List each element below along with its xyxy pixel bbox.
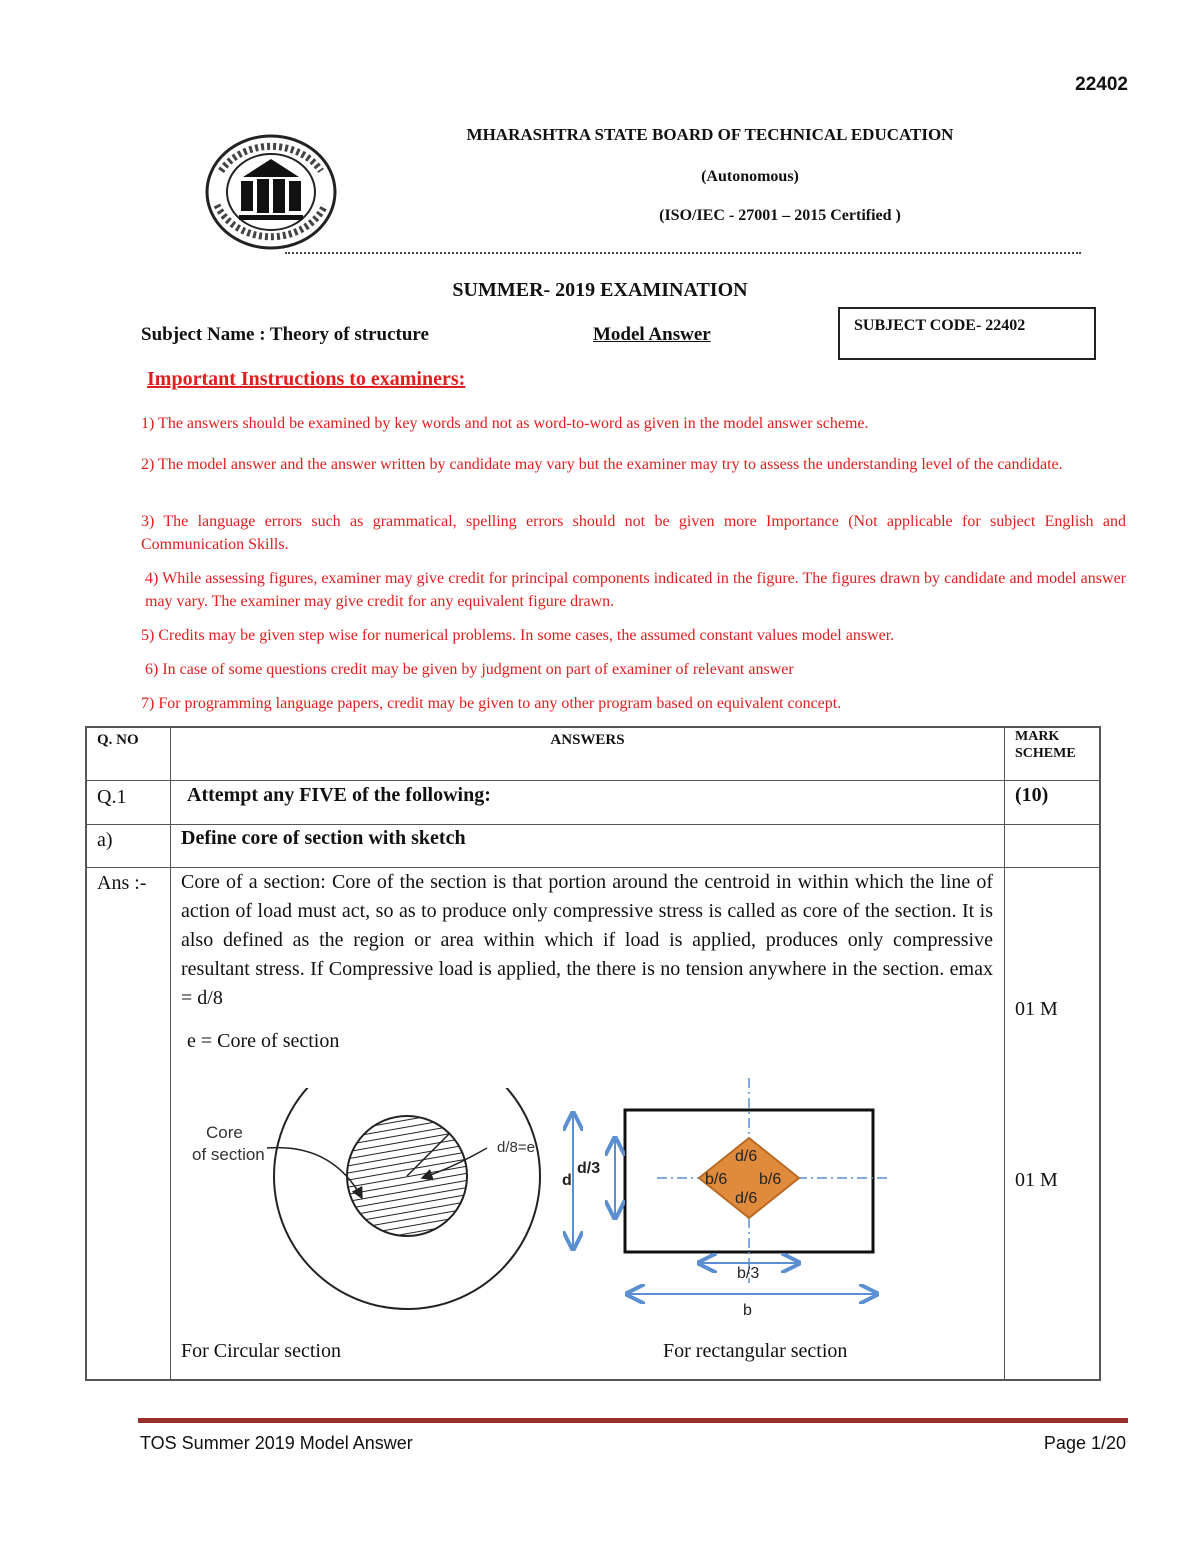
- e-definition: e = Core of section: [187, 1030, 340, 1052]
- instruction-item: 2) The model answer and the answer written by candidate may vary but the examiner may try to assess the understanding level of the candidate.: [141, 456, 1063, 473]
- label-d: d: [562, 1172, 572, 1189]
- column-divider: [1004, 728, 1005, 1379]
- header-answers: ANSWERS: [550, 732, 625, 748]
- instruction-item: 3) The language errors such as grammatical, spelling errors should not be given more Importance (Not applicable for subject English and Communication Skills.: [141, 513, 1126, 553]
- paper-code: 22402: [1075, 74, 1128, 95]
- instruction-item: 7) For programming language papers, credit may be given to any other program based on equivalent concept.: [141, 695, 842, 712]
- subject-name: Subject Name : Theory of structure: [141, 324, 429, 345]
- header-qno: Q. NO: [97, 732, 139, 748]
- label-d3: d/3: [577, 1160, 601, 1177]
- ans-label: Ans :-: [97, 872, 147, 894]
- label-d8: d/8=e: [497, 1139, 535, 1156]
- label-of-section: of section: [192, 1145, 265, 1164]
- answer-table: [85, 726, 1101, 1381]
- q1-number: Q.1: [97, 786, 127, 808]
- mark-sketch: 01 M: [1015, 1169, 1058, 1191]
- column-divider: [170, 728, 171, 1379]
- autonomous-label: (Autonomous): [701, 168, 799, 185]
- row-divider: [87, 824, 1099, 825]
- caption-circular: For Circular section: [181, 1340, 341, 1362]
- q1-marks: (10): [1015, 784, 1049, 806]
- label-b3: b/3: [737, 1265, 760, 1282]
- instruction-item: 6) In case of some questions credit may be given by judgment on part of examiner of relevant answer: [145, 661, 794, 678]
- subject-code-box: SUBJECT CODE- 22402: [838, 307, 1096, 360]
- model-answer-label: Model Answer: [593, 324, 711, 345]
- answer-paragraph: Core of a section: Core of the section is that portion around the centroid in within which the line of action of load must act, so as to produce only compressive stress is called as core of the section. It is also defined as the region or area within which if load is applied, produces only compressive resultant stress. If Compressive load is applied, the there is no tension anywhere in the section. emax = d/8: [181, 871, 993, 1009]
- iso-certification: (ISO/IEC - 27001 – 2015 Certified ): [659, 207, 901, 224]
- exam-title: SUMMER- 2019 EXAMINATION: [452, 279, 748, 301]
- header-mark-scheme: MARK SCHEME: [1015, 729, 1076, 761]
- instruction-item: 1) The answers should be examined by key words and not as word-to-word as given in the model answer scheme.: [141, 415, 869, 432]
- footer-title: TOS Summer 2019 Model Answer: [140, 1433, 413, 1453]
- label-b: b: [743, 1302, 752, 1319]
- caption-rectangular: For rectangular section: [663, 1340, 848, 1362]
- row-divider: [87, 780, 1099, 781]
- qa-question: Define core of section with sketch: [181, 827, 466, 849]
- dotted-divider: [285, 252, 1081, 254]
- mark-definition: 01 M: [1015, 998, 1058, 1020]
- instruction-item: 4) While assessing figures, examiner may give credit for principal components indicated in the figure. The figures drawn by candidate and model answer may vary. The examiner may give credit for any equivalent figure drawn.: [145, 570, 1126, 610]
- msbte-logo: [203, 133, 339, 251]
- label-b6-right: b/6: [759, 1171, 782, 1188]
- board-name: MHARASHTRA STATE BOARD OF TECHNICAL EDUCATION: [466, 125, 954, 144]
- footer-rule: [138, 1418, 1128, 1423]
- qa-number: a): [97, 829, 113, 851]
- instruction-item: 5) Credits may be given step wise for numerical problems. In some cases, the assumed constant values model answer.: [141, 627, 895, 644]
- label-b6-left: b/6: [705, 1171, 728, 1188]
- label-d6-bottom: d/6: [735, 1190, 758, 1207]
- page-number: Page 1/20: [1043, 1433, 1126, 1453]
- instructions-heading: Important Instructions to examiners:: [147, 368, 466, 390]
- label-d6-top: d/6: [735, 1148, 758, 1165]
- rectangular-section-figure: [557, 1073, 902, 1328]
- label-core: Core: [206, 1123, 243, 1142]
- q1-instruction: Attempt any FIVE of the following:: [187, 784, 491, 806]
- circular-section-figure: [182, 1088, 562, 1358]
